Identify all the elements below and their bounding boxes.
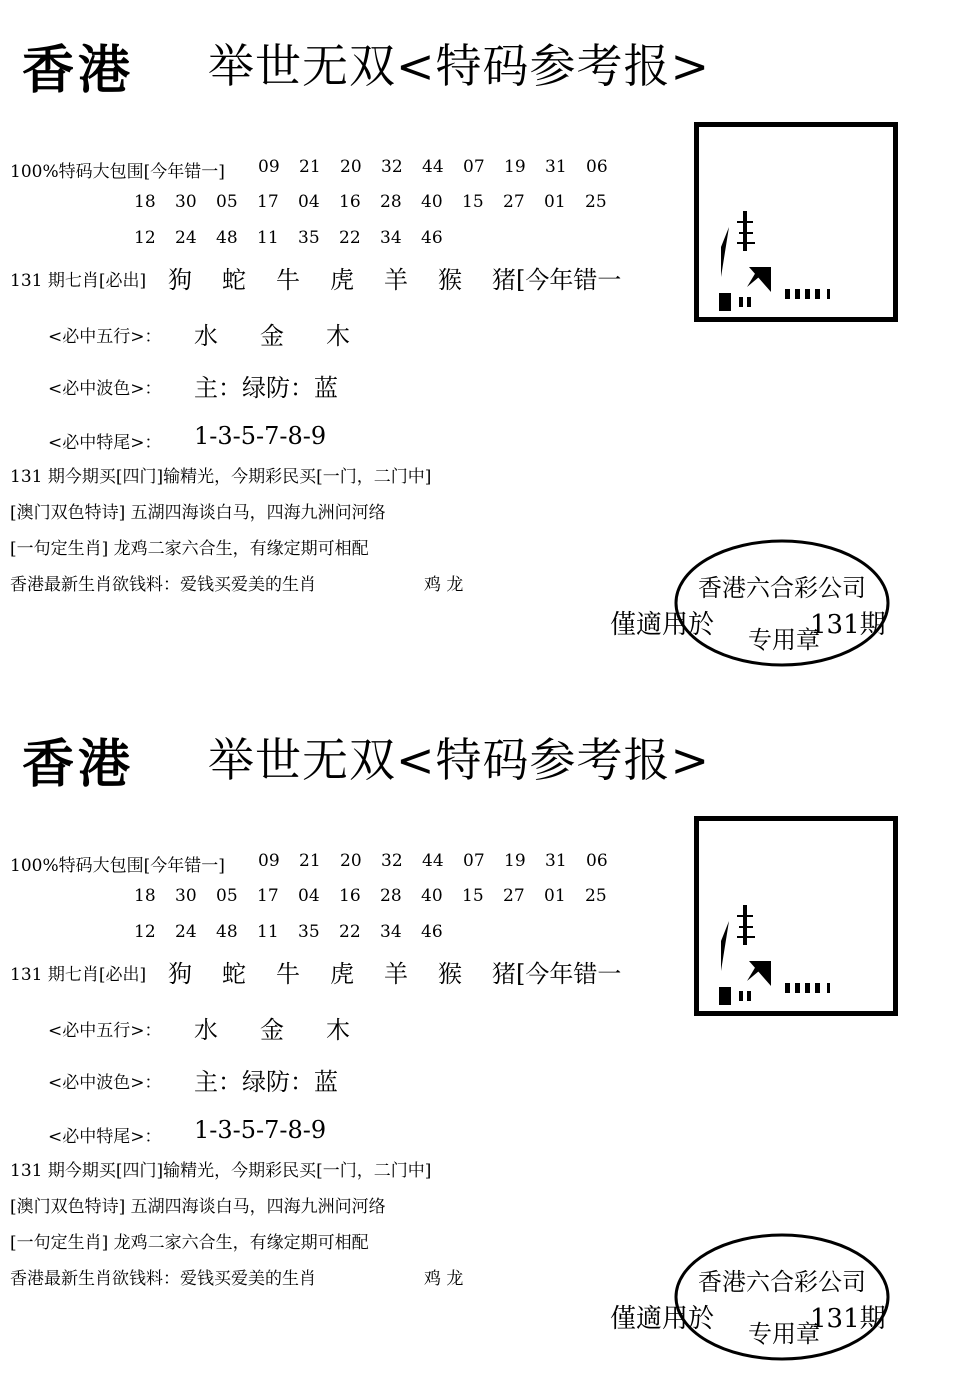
number: 25 [585, 192, 607, 212]
number: 09 [258, 851, 280, 871]
number: 32 [381, 851, 403, 871]
page-title: 举世无双<特码参考报> [208, 39, 711, 93]
tail-value: 1-3-5-7-8-9 [194, 1116, 327, 1144]
number: 28 [380, 192, 402, 212]
issue-line [610, 1298, 886, 1335]
number: 20 [340, 851, 362, 871]
zodiac-label: 131 期七肖[必出] [10, 271, 147, 291]
poem-line: [澳门双色特诗] 五湖四海谈白马，四海九洲问河络 [10, 1197, 386, 1217]
number: 22 [339, 228, 361, 248]
company-seal [672, 1230, 892, 1364]
number: 27 [503, 192, 525, 212]
number: 18 [134, 886, 156, 906]
element-item: 水 [194, 1016, 218, 1044]
number: 48 [216, 922, 238, 942]
seal-text: 香港六合彩公司 [698, 574, 866, 602]
number: 19 [504, 157, 526, 177]
zodiac-item: 虎 [330, 266, 354, 294]
number: 27 [503, 886, 525, 906]
tail-value: 1-3-5-7-8-9 [194, 422, 327, 450]
element-item: 水 [194, 322, 218, 350]
sheet-2 [0, 694, 980, 1388]
latest-animals: 鸡 龙 [424, 575, 464, 595]
number: 21 [299, 157, 321, 177]
number: 12 [134, 228, 156, 248]
zodiac-item: 虎 [330, 960, 354, 988]
sentence-line: [一句定生肖] 龙鸡二家六合生，有缘定期可相配 [10, 1233, 369, 1253]
number: 09 [258, 157, 280, 177]
issue-prefix: 僅適用於 [610, 610, 715, 640]
element-item: 木 [326, 1016, 350, 1044]
number: 46 [421, 228, 443, 248]
number: 25 [585, 886, 607, 906]
zodiac-label: 131 期七肖[必出] [10, 965, 147, 985]
number: 07 [463, 851, 485, 871]
numbers-row-2 [134, 192, 626, 212]
number: 46 [421, 922, 443, 942]
number: 11 [257, 922, 279, 942]
number: 06 [586, 851, 608, 871]
zodiac-item: 羊 [384, 960, 408, 988]
zodiac-item: 羊 [384, 266, 408, 294]
latest-line: 香港最新生肖欲钱料：爱钱买爱美的生肖 [10, 1269, 316, 1289]
issue-number: 131 [810, 1304, 860, 1334]
company-seal [672, 536, 892, 670]
number: 28 [380, 886, 402, 906]
buy-line: 131 期今期买[四门]输精光，今期彩民买[一门，二门中] [10, 1161, 432, 1181]
seal-bottom-text: 专用章 [748, 1320, 820, 1348]
element-item: 金 [260, 322, 284, 350]
page-title: 举世无双<特码参考报> [208, 733, 711, 787]
number: 32 [381, 157, 403, 177]
sentence-line: [一句定生肖] 龙鸡二家六合生，有缘定期可相配 [10, 539, 369, 559]
number: 19 [504, 851, 526, 871]
element-item: 木 [326, 322, 350, 350]
five-elements [194, 1010, 392, 1045]
number: 01 [544, 192, 566, 212]
zodiac-item: 猴 [438, 960, 462, 988]
number: 01 [544, 886, 566, 906]
wave-label: <必中波色>： [48, 1073, 162, 1093]
issue-suffix: 期 [859, 610, 886, 640]
element-item: 金 [260, 1016, 284, 1044]
zodiac-item: 狗 [168, 960, 192, 988]
number: 30 [175, 886, 197, 906]
number: 24 [175, 922, 197, 942]
latest-line: 香港最新生肖欲钱料：爱钱买爱美的生肖 [10, 575, 316, 595]
number: 07 [463, 157, 485, 177]
wave-value: 主：绿防：蓝 [194, 1068, 338, 1096]
special-code-label: 100%特码大包围[今年错一] [10, 162, 225, 182]
brand-title: 香港 [22, 40, 135, 101]
five-elements-label: <必中五行>： [48, 327, 162, 347]
issue-prefix: 僅適用於 [610, 1304, 715, 1334]
number: 17 [257, 192, 279, 212]
picture-frame [694, 816, 898, 1016]
number: 22 [339, 922, 361, 942]
picture-frame [694, 122, 898, 322]
latest-animals: 鸡 龙 [424, 1269, 464, 1289]
number: 15 [462, 886, 484, 906]
five-elements [194, 316, 392, 351]
number: 40 [421, 886, 443, 906]
issue-suffix: 期 [859, 1304, 886, 1334]
number: 34 [380, 922, 402, 942]
zodiac-list [168, 954, 621, 989]
number: 16 [339, 886, 361, 906]
numbers-row-2 [134, 886, 626, 906]
number: 24 [175, 228, 197, 248]
five-elements-label: <必中五行>： [48, 1021, 162, 1041]
numbers-row-1 [258, 157, 627, 177]
number: 35 [298, 922, 320, 942]
brand-title: 香港 [22, 734, 135, 795]
issue-number: 131 [810, 610, 860, 640]
number: 34 [380, 228, 402, 248]
tail-label: <必中特尾>： [48, 433, 162, 453]
church-icon [699, 127, 893, 317]
zodiac-item: 猪[今年错一 [492, 960, 622, 988]
zodiac-item: 牛 [276, 960, 300, 988]
number: 48 [216, 228, 238, 248]
number: 11 [257, 228, 279, 248]
number: 21 [299, 851, 321, 871]
number: 05 [216, 886, 238, 906]
number: 15 [462, 192, 484, 212]
wave-value: 主：绿防：蓝 [194, 374, 338, 402]
zodiac-item: 猪[今年错一 [492, 266, 622, 294]
number: 17 [257, 886, 279, 906]
numbers-row-1 [258, 851, 627, 871]
seal-text: 香港六合彩公司 [698, 1268, 866, 1296]
number: 44 [422, 851, 444, 871]
number: 31 [545, 851, 567, 871]
number: 18 [134, 192, 156, 212]
seal-bottom-text: 专用章 [748, 626, 820, 654]
number: 30 [175, 192, 197, 212]
buy-line: 131 期今期买[四门]输精光，今期彩民买[一门，二门中] [10, 467, 432, 487]
number: 05 [216, 192, 238, 212]
zodiac-item: 猴 [438, 266, 462, 294]
number: 20 [340, 157, 362, 177]
zodiac-list [168, 260, 621, 295]
zodiac-item: 蛇 [222, 266, 246, 294]
number: 44 [422, 157, 444, 177]
number: 04 [298, 886, 320, 906]
number: 31 [545, 157, 567, 177]
zodiac-item: 蛇 [222, 960, 246, 988]
number: 16 [339, 192, 361, 212]
church-icon [699, 821, 893, 1011]
special-code-label: 100%特码大包围[今年错一] [10, 856, 225, 876]
numbers-row-3 [134, 228, 462, 248]
zodiac-item: 牛 [276, 266, 300, 294]
tail-label: <必中特尾>： [48, 1127, 162, 1147]
number: 12 [134, 922, 156, 942]
wave-label: <必中波色>： [48, 379, 162, 399]
number: 35 [298, 228, 320, 248]
number: 40 [421, 192, 443, 212]
poem-line: [澳门双色特诗] 五湖四海谈白马，四海九洲问河络 [10, 503, 386, 523]
number: 04 [298, 192, 320, 212]
number: 06 [586, 157, 608, 177]
numbers-row-3 [134, 922, 462, 942]
issue-line [610, 604, 886, 641]
zodiac-item: 狗 [168, 266, 192, 294]
